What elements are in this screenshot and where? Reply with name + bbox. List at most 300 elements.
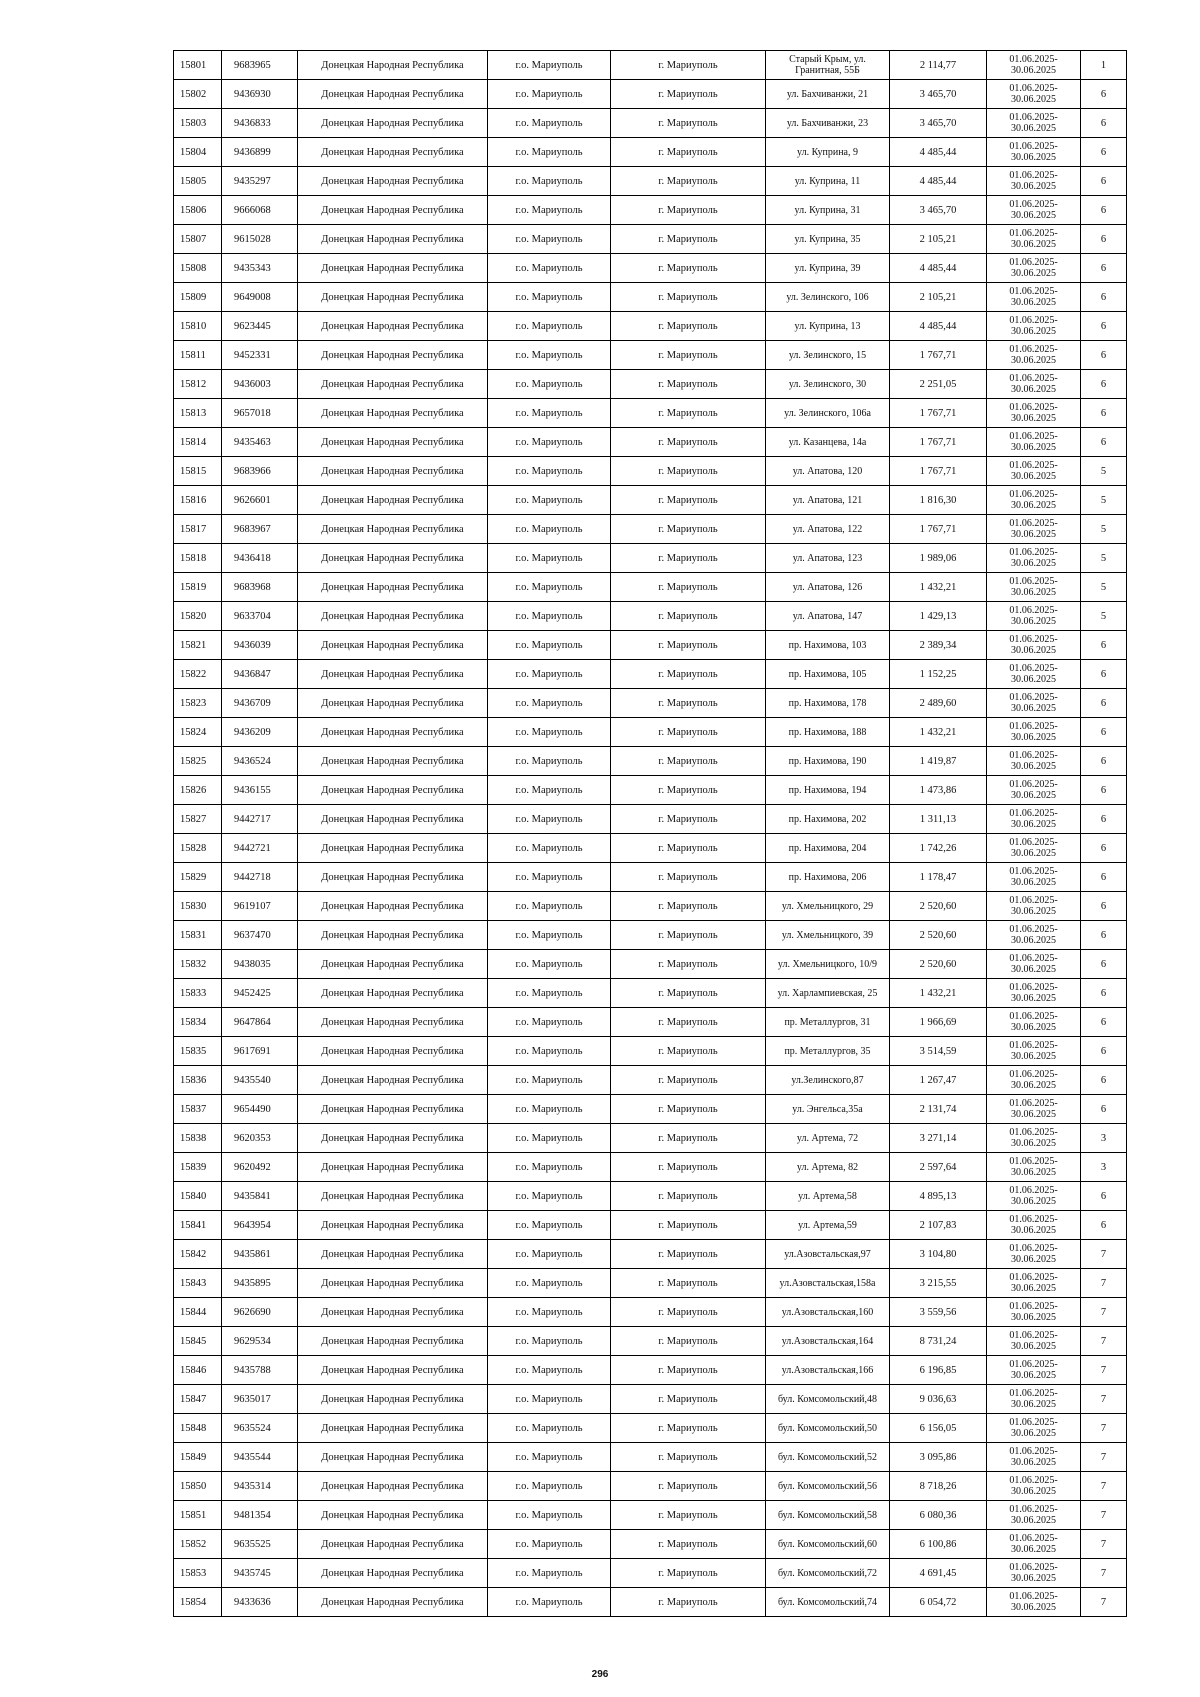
city-name: г. Мариуполь xyxy=(611,979,766,1008)
table-row xyxy=(174,428,1127,457)
count-value: 5 xyxy=(1081,515,1127,544)
address: пр. Нахимова, 178 xyxy=(766,689,890,718)
period: 01.06.2025-30.06.2025 xyxy=(987,1530,1081,1559)
page-number: 296 xyxy=(591,1669,609,1680)
area-value: 1 767,71 xyxy=(890,428,987,457)
district-name: г.о. Мариуполь xyxy=(488,921,611,950)
city-name: г. Мариуполь xyxy=(611,689,766,718)
city-name: г. Мариуполь xyxy=(611,1095,766,1124)
record-number: 15803 xyxy=(174,109,222,138)
city-name: г. Мариуполь xyxy=(611,1124,766,1153)
table-row xyxy=(174,863,1127,892)
count-value: 5 xyxy=(1081,457,1127,486)
city-name: г. Мариуполь xyxy=(611,1240,766,1269)
region-name: Донецкая Народная Республика xyxy=(298,892,488,921)
period: 01.06.2025-30.06.2025 xyxy=(987,1153,1081,1182)
table-row xyxy=(174,1124,1127,1153)
period: 01.06.2025-30.06.2025 xyxy=(987,1269,1081,1298)
city-name: г. Мариуполь xyxy=(611,950,766,979)
object-code: 9481354 xyxy=(222,1501,298,1530)
object-code: 9436847 xyxy=(222,660,298,689)
region-name: Донецкая Народная Республика xyxy=(298,1008,488,1037)
district-name: г.о. Мариуполь xyxy=(488,80,611,109)
region-name: Донецкая Народная Республика xyxy=(298,544,488,573)
count-value: 6 xyxy=(1081,892,1127,921)
address: ул. Куприна, 9 xyxy=(766,138,890,167)
object-code: 9617691 xyxy=(222,1037,298,1066)
area-value: 1 178,47 xyxy=(890,863,987,892)
count-value: 6 xyxy=(1081,689,1127,718)
object-code: 9635524 xyxy=(222,1414,298,1443)
count-value: 6 xyxy=(1081,805,1127,834)
city-name: г. Мариуполь xyxy=(611,1211,766,1240)
area-value: 1 432,21 xyxy=(890,718,987,747)
district-name: г.о. Мариуполь xyxy=(488,1182,611,1211)
address: ул. Хмельницкого, 10/9 xyxy=(766,950,890,979)
period: 01.06.2025-30.06.2025 xyxy=(987,689,1081,718)
table-row xyxy=(174,457,1127,486)
district-name: г.о. Мариуполь xyxy=(488,834,611,863)
region-name: Донецкая Народная Республика xyxy=(298,486,488,515)
address: ул. Куприна, 11 xyxy=(766,167,890,196)
address: пр. Нахимова, 194 xyxy=(766,776,890,805)
table-row xyxy=(174,689,1127,718)
city-name: г. Мариуполь xyxy=(611,1153,766,1182)
address: ул. Апатова, 121 xyxy=(766,486,890,515)
record-number: 15844 xyxy=(174,1298,222,1327)
record-number: 15823 xyxy=(174,689,222,718)
address: Старый Крым, ул. Гранитная, 55Б xyxy=(766,51,890,80)
address: пр. Нахимова, 190 xyxy=(766,747,890,776)
city-name: г. Мариуполь xyxy=(611,1356,766,1385)
district-name: г.о. Мариуполь xyxy=(488,254,611,283)
district-name: г.о. Мариуполь xyxy=(488,1269,611,1298)
area-value: 6 156,05 xyxy=(890,1414,987,1443)
table-row xyxy=(174,109,1127,138)
table-row xyxy=(174,1153,1127,1182)
city-name: г. Мариуполь xyxy=(611,341,766,370)
period: 01.06.2025-30.06.2025 xyxy=(987,718,1081,747)
object-code: 9436524 xyxy=(222,747,298,776)
record-number: 15830 xyxy=(174,892,222,921)
district-name: г.о. Мариуполь xyxy=(488,370,611,399)
object-code: 9436003 xyxy=(222,370,298,399)
region-name: Донецкая Народная Республика xyxy=(298,1182,488,1211)
period: 01.06.2025-30.06.2025 xyxy=(987,515,1081,544)
object-code: 9629534 xyxy=(222,1327,298,1356)
address: ул. Апатова, 126 xyxy=(766,573,890,602)
count-value: 6 xyxy=(1081,631,1127,660)
object-code: 9666068 xyxy=(222,196,298,225)
region-name: Донецкая Народная Республика xyxy=(298,834,488,863)
area-value: 3 465,70 xyxy=(890,196,987,225)
address: бул. Комсомольский,60 xyxy=(766,1530,890,1559)
region-name: Донецкая Народная Республика xyxy=(298,399,488,428)
address: ул. Куприна, 31 xyxy=(766,196,890,225)
district-name: г.о. Мариуполь xyxy=(488,979,611,1008)
area-value: 6 080,36 xyxy=(890,1501,987,1530)
object-code: 9442721 xyxy=(222,834,298,863)
area-value: 3 095,86 xyxy=(890,1443,987,1472)
object-code: 9435895 xyxy=(222,1269,298,1298)
region-name: Донецкая Народная Республика xyxy=(298,283,488,312)
record-number: 15828 xyxy=(174,834,222,863)
period: 01.06.2025-30.06.2025 xyxy=(987,834,1081,863)
area-value: 2 105,21 xyxy=(890,225,987,254)
district-name: г.о. Мариуполь xyxy=(488,225,611,254)
period: 01.06.2025-30.06.2025 xyxy=(987,341,1081,370)
district-name: г.о. Мариуполь xyxy=(488,1037,611,1066)
object-code: 9436833 xyxy=(222,109,298,138)
address: ул. Артема, 72 xyxy=(766,1124,890,1153)
record-number: 15851 xyxy=(174,1501,222,1530)
address: ул. Зелинского, 106 xyxy=(766,283,890,312)
count-value: 7 xyxy=(1081,1443,1127,1472)
area-value: 1 742,26 xyxy=(890,834,987,863)
period: 01.06.2025-30.06.2025 xyxy=(987,138,1081,167)
district-name: г.о. Мариуполь xyxy=(488,196,611,225)
region-name: Донецкая Народная Республика xyxy=(298,254,488,283)
period: 01.06.2025-30.06.2025 xyxy=(987,979,1081,1008)
district-name: г.о. Мариуполь xyxy=(488,1095,611,1124)
object-code: 9442717 xyxy=(222,805,298,834)
record-number: 15837 xyxy=(174,1095,222,1124)
count-value: 6 xyxy=(1081,1066,1127,1095)
table-row xyxy=(174,283,1127,312)
area-value: 4 691,45 xyxy=(890,1559,987,1588)
table-row xyxy=(174,1356,1127,1385)
district-name: г.о. Мариуполь xyxy=(488,457,611,486)
table-row xyxy=(174,805,1127,834)
table-row xyxy=(174,312,1127,341)
period: 01.06.2025-30.06.2025 xyxy=(987,1037,1081,1066)
period: 01.06.2025-30.06.2025 xyxy=(987,631,1081,660)
city-name: г. Мариуполь xyxy=(611,1472,766,1501)
count-value: 7 xyxy=(1081,1269,1127,1298)
object-code: 9435544 xyxy=(222,1443,298,1472)
city-name: г. Мариуполь xyxy=(611,1559,766,1588)
area-value: 1 152,25 xyxy=(890,660,987,689)
record-number: 15850 xyxy=(174,1472,222,1501)
region-name: Донецкая Народная Республика xyxy=(298,776,488,805)
object-code: 9436930 xyxy=(222,80,298,109)
region-name: Донецкая Народная Республика xyxy=(298,1037,488,1066)
table-row xyxy=(174,80,1127,109)
address: ул.Азовстальская,158а xyxy=(766,1269,890,1298)
table-row xyxy=(174,196,1127,225)
record-number: 15816 xyxy=(174,486,222,515)
area-value: 1 767,71 xyxy=(890,399,987,428)
record-number: 15808 xyxy=(174,254,222,283)
object-code: 9647864 xyxy=(222,1008,298,1037)
city-name: г. Мариуполь xyxy=(611,196,766,225)
period: 01.06.2025-30.06.2025 xyxy=(987,486,1081,515)
object-code: 9436709 xyxy=(222,689,298,718)
object-code: 9435841 xyxy=(222,1182,298,1211)
record-number: 15831 xyxy=(174,921,222,950)
district-name: г.о. Мариуполь xyxy=(488,660,611,689)
period: 01.06.2025-30.06.2025 xyxy=(987,1356,1081,1385)
area-value: 3 215,55 xyxy=(890,1269,987,1298)
address: ул. Зелинского, 30 xyxy=(766,370,890,399)
region-name: Донецкая Народная Республика xyxy=(298,1472,488,1501)
object-code: 9615028 xyxy=(222,225,298,254)
region-name: Донецкая Народная Республика xyxy=(298,457,488,486)
record-number: 15820 xyxy=(174,602,222,631)
region-name: Донецкая Народная Республика xyxy=(298,1124,488,1153)
city-name: г. Мариуполь xyxy=(611,283,766,312)
city-name: г. Мариуполь xyxy=(611,573,766,602)
area-value: 2 597,64 xyxy=(890,1153,987,1182)
period: 01.06.2025-30.06.2025 xyxy=(987,1124,1081,1153)
count-value: 6 xyxy=(1081,341,1127,370)
district-name: г.о. Мариуполь xyxy=(488,863,611,892)
record-number: 15804 xyxy=(174,138,222,167)
address: бул. Комсомольский,74 xyxy=(766,1588,890,1617)
city-name: г. Мариуполь xyxy=(611,660,766,689)
count-value: 6 xyxy=(1081,863,1127,892)
area-value: 1 419,87 xyxy=(890,747,987,776)
district-name: г.о. Мариуполь xyxy=(488,1559,611,1588)
district-name: г.о. Мариуполь xyxy=(488,805,611,834)
region-name: Донецкая Народная Республика xyxy=(298,602,488,631)
region-name: Донецкая Народная Республика xyxy=(298,631,488,660)
address: ул.Азовстальская,97 xyxy=(766,1240,890,1269)
count-value: 7 xyxy=(1081,1530,1127,1559)
region-name: Донецкая Народная Республика xyxy=(298,109,488,138)
address: бул. Комсомольский,50 xyxy=(766,1414,890,1443)
address: пр. Металлургов, 31 xyxy=(766,1008,890,1037)
region-name: Донецкая Народная Республика xyxy=(298,1066,488,1095)
object-code: 9433636 xyxy=(222,1588,298,1617)
record-number: 15826 xyxy=(174,776,222,805)
region-name: Донецкая Народная Республика xyxy=(298,225,488,254)
region-name: Донецкая Народная Республика xyxy=(298,747,488,776)
table-row xyxy=(174,1472,1127,1501)
table-row xyxy=(174,1501,1127,1530)
count-value: 6 xyxy=(1081,167,1127,196)
period: 01.06.2025-30.06.2025 xyxy=(987,1240,1081,1269)
object-code: 9635017 xyxy=(222,1385,298,1414)
table-row xyxy=(174,1211,1127,1240)
record-number: 15834 xyxy=(174,1008,222,1037)
address: пр. Нахимова, 103 xyxy=(766,631,890,660)
record-number: 15845 xyxy=(174,1327,222,1356)
region-name: Донецкая Народная Республика xyxy=(298,51,488,80)
object-code: 9435343 xyxy=(222,254,298,283)
period: 01.06.2025-30.06.2025 xyxy=(987,109,1081,138)
region-name: Донецкая Народная Республика xyxy=(298,196,488,225)
count-value: 6 xyxy=(1081,950,1127,979)
address: ул. Хмельницкого, 39 xyxy=(766,921,890,950)
record-number: 15821 xyxy=(174,631,222,660)
region-name: Донецкая Народная Республика xyxy=(298,1327,488,1356)
city-name: г. Мариуполь xyxy=(611,1182,766,1211)
period: 01.06.2025-30.06.2025 xyxy=(987,167,1081,196)
area-value: 2 105,21 xyxy=(890,283,987,312)
table-row xyxy=(174,979,1127,1008)
record-number: 15839 xyxy=(174,1153,222,1182)
area-value: 8 718,26 xyxy=(890,1472,987,1501)
district-name: г.о. Мариуполь xyxy=(488,631,611,660)
address: ул. Энгельса,35а xyxy=(766,1095,890,1124)
table-row xyxy=(174,1588,1127,1617)
object-code: 9435540 xyxy=(222,1066,298,1095)
count-value: 7 xyxy=(1081,1559,1127,1588)
record-number: 15852 xyxy=(174,1530,222,1559)
region-name: Донецкая Народная Республика xyxy=(298,370,488,399)
record-number: 15801 xyxy=(174,51,222,80)
period: 01.06.2025-30.06.2025 xyxy=(987,1559,1081,1588)
record-number: 15817 xyxy=(174,515,222,544)
count-value: 5 xyxy=(1081,486,1127,515)
table-row xyxy=(174,225,1127,254)
region-name: Донецкая Народная Республика xyxy=(298,1414,488,1443)
count-value: 7 xyxy=(1081,1356,1127,1385)
city-name: г. Мариуполь xyxy=(611,1037,766,1066)
object-code: 9633704 xyxy=(222,602,298,631)
city-name: г. Мариуполь xyxy=(611,457,766,486)
region-name: Донецкая Народная Республика xyxy=(298,515,488,544)
city-name: г. Мариуполь xyxy=(611,834,766,863)
city-name: г. Мариуполь xyxy=(611,312,766,341)
object-code: 9643954 xyxy=(222,1211,298,1240)
record-number: 15836 xyxy=(174,1066,222,1095)
table-row xyxy=(174,921,1127,950)
period: 01.06.2025-30.06.2025 xyxy=(987,370,1081,399)
count-value: 6 xyxy=(1081,196,1127,225)
district-name: г.о. Мариуполь xyxy=(488,1066,611,1095)
object-code: 9435788 xyxy=(222,1356,298,1385)
region-name: Донецкая Народная Республика xyxy=(298,979,488,1008)
record-number: 15840 xyxy=(174,1182,222,1211)
period: 01.06.2025-30.06.2025 xyxy=(987,776,1081,805)
period: 01.06.2025-30.06.2025 xyxy=(987,254,1081,283)
city-name: г. Мариуполь xyxy=(611,544,766,573)
area-value: 1 473,86 xyxy=(890,776,987,805)
area-value: 3 559,56 xyxy=(890,1298,987,1327)
object-code: 9637470 xyxy=(222,921,298,950)
period: 01.06.2025-30.06.2025 xyxy=(987,602,1081,631)
table-row xyxy=(174,1182,1127,1211)
period: 01.06.2025-30.06.2025 xyxy=(987,1385,1081,1414)
count-value: 6 xyxy=(1081,80,1127,109)
count-value: 6 xyxy=(1081,254,1127,283)
district-name: г.о. Мариуполь xyxy=(488,1240,611,1269)
area-value: 2 520,60 xyxy=(890,950,987,979)
city-name: г. Мариуполь xyxy=(611,1066,766,1095)
period: 01.06.2025-30.06.2025 xyxy=(987,1327,1081,1356)
period: 01.06.2025-30.06.2025 xyxy=(987,457,1081,486)
table-row xyxy=(174,602,1127,631)
city-name: г. Мариуполь xyxy=(611,399,766,428)
record-number: 15849 xyxy=(174,1443,222,1472)
district-name: г.о. Мариуполь xyxy=(488,1501,611,1530)
record-number: 15812 xyxy=(174,370,222,399)
region-name: Донецкая Народная Республика xyxy=(298,805,488,834)
object-code: 9436899 xyxy=(222,138,298,167)
record-number: 15814 xyxy=(174,428,222,457)
table-row xyxy=(174,254,1127,283)
district-name: г.о. Мариуполь xyxy=(488,747,611,776)
city-name: г. Мариуполь xyxy=(611,631,766,660)
table-row xyxy=(174,486,1127,515)
city-name: г. Мариуполь xyxy=(611,747,766,776)
area-value: 2 520,60 xyxy=(890,892,987,921)
area-value: 1 432,21 xyxy=(890,979,987,1008)
region-name: Донецкая Народная Республика xyxy=(298,341,488,370)
table-row xyxy=(174,718,1127,747)
count-value: 6 xyxy=(1081,283,1127,312)
address: ул. Бахчиванжи, 23 xyxy=(766,109,890,138)
table-row xyxy=(174,1269,1127,1298)
record-number: 15846 xyxy=(174,1356,222,1385)
city-name: г. Мариуполь xyxy=(611,428,766,457)
object-code: 9626690 xyxy=(222,1298,298,1327)
region-name: Донецкая Народная Республика xyxy=(298,1530,488,1559)
address: ул.Азовстальская,160 xyxy=(766,1298,890,1327)
object-code: 9657018 xyxy=(222,399,298,428)
district-name: г.о. Мариуполь xyxy=(488,1588,611,1617)
region-name: Донецкая Народная Республика xyxy=(298,1153,488,1182)
city-name: г. Мариуполь xyxy=(611,921,766,950)
region-name: Донецкая Народная Республика xyxy=(298,718,488,747)
object-code: 9683965 xyxy=(222,51,298,80)
address: ул. Куприна, 39 xyxy=(766,254,890,283)
region-name: Донецкая Народная Республика xyxy=(298,1211,488,1240)
record-number: 15842 xyxy=(174,1240,222,1269)
period: 01.06.2025-30.06.2025 xyxy=(987,1298,1081,1327)
area-value: 3 465,70 xyxy=(890,109,987,138)
table-row xyxy=(174,631,1127,660)
area-value: 6 054,72 xyxy=(890,1588,987,1617)
table-row xyxy=(174,515,1127,544)
area-value: 1 429,13 xyxy=(890,602,987,631)
district-name: г.о. Мариуполь xyxy=(488,1124,611,1153)
period: 01.06.2025-30.06.2025 xyxy=(987,573,1081,602)
table-row xyxy=(174,660,1127,689)
count-value: 7 xyxy=(1081,1472,1127,1501)
address: ул.Азовстальская,166 xyxy=(766,1356,890,1385)
city-name: г. Мариуполь xyxy=(611,718,766,747)
table-row xyxy=(174,1559,1127,1588)
area-value: 3 465,70 xyxy=(890,80,987,109)
table-row xyxy=(174,1008,1127,1037)
city-name: г. Мариуполь xyxy=(611,109,766,138)
area-value: 2 389,34 xyxy=(890,631,987,660)
address: ул. Зелинского, 15 xyxy=(766,341,890,370)
period: 01.06.2025-30.06.2025 xyxy=(987,428,1081,457)
table-row xyxy=(174,1443,1127,1472)
address: бул. Комсомольский,52 xyxy=(766,1443,890,1472)
period: 01.06.2025-30.06.2025 xyxy=(987,51,1081,80)
city-name: г. Мариуполь xyxy=(611,254,766,283)
record-number: 15838 xyxy=(174,1124,222,1153)
count-value: 6 xyxy=(1081,399,1127,428)
area-value: 4 485,44 xyxy=(890,138,987,167)
period: 01.06.2025-30.06.2025 xyxy=(987,1095,1081,1124)
district-name: г.о. Мариуполь xyxy=(488,283,611,312)
region-name: Донецкая Народная Республика xyxy=(298,1298,488,1327)
table-row xyxy=(174,1298,1127,1327)
count-value: 6 xyxy=(1081,370,1127,399)
object-code: 9623445 xyxy=(222,312,298,341)
city-name: г. Мариуполь xyxy=(611,892,766,921)
table-row xyxy=(174,950,1127,979)
table-row xyxy=(174,1414,1127,1443)
address: пр. Нахимова, 204 xyxy=(766,834,890,863)
record-number: 15811 xyxy=(174,341,222,370)
